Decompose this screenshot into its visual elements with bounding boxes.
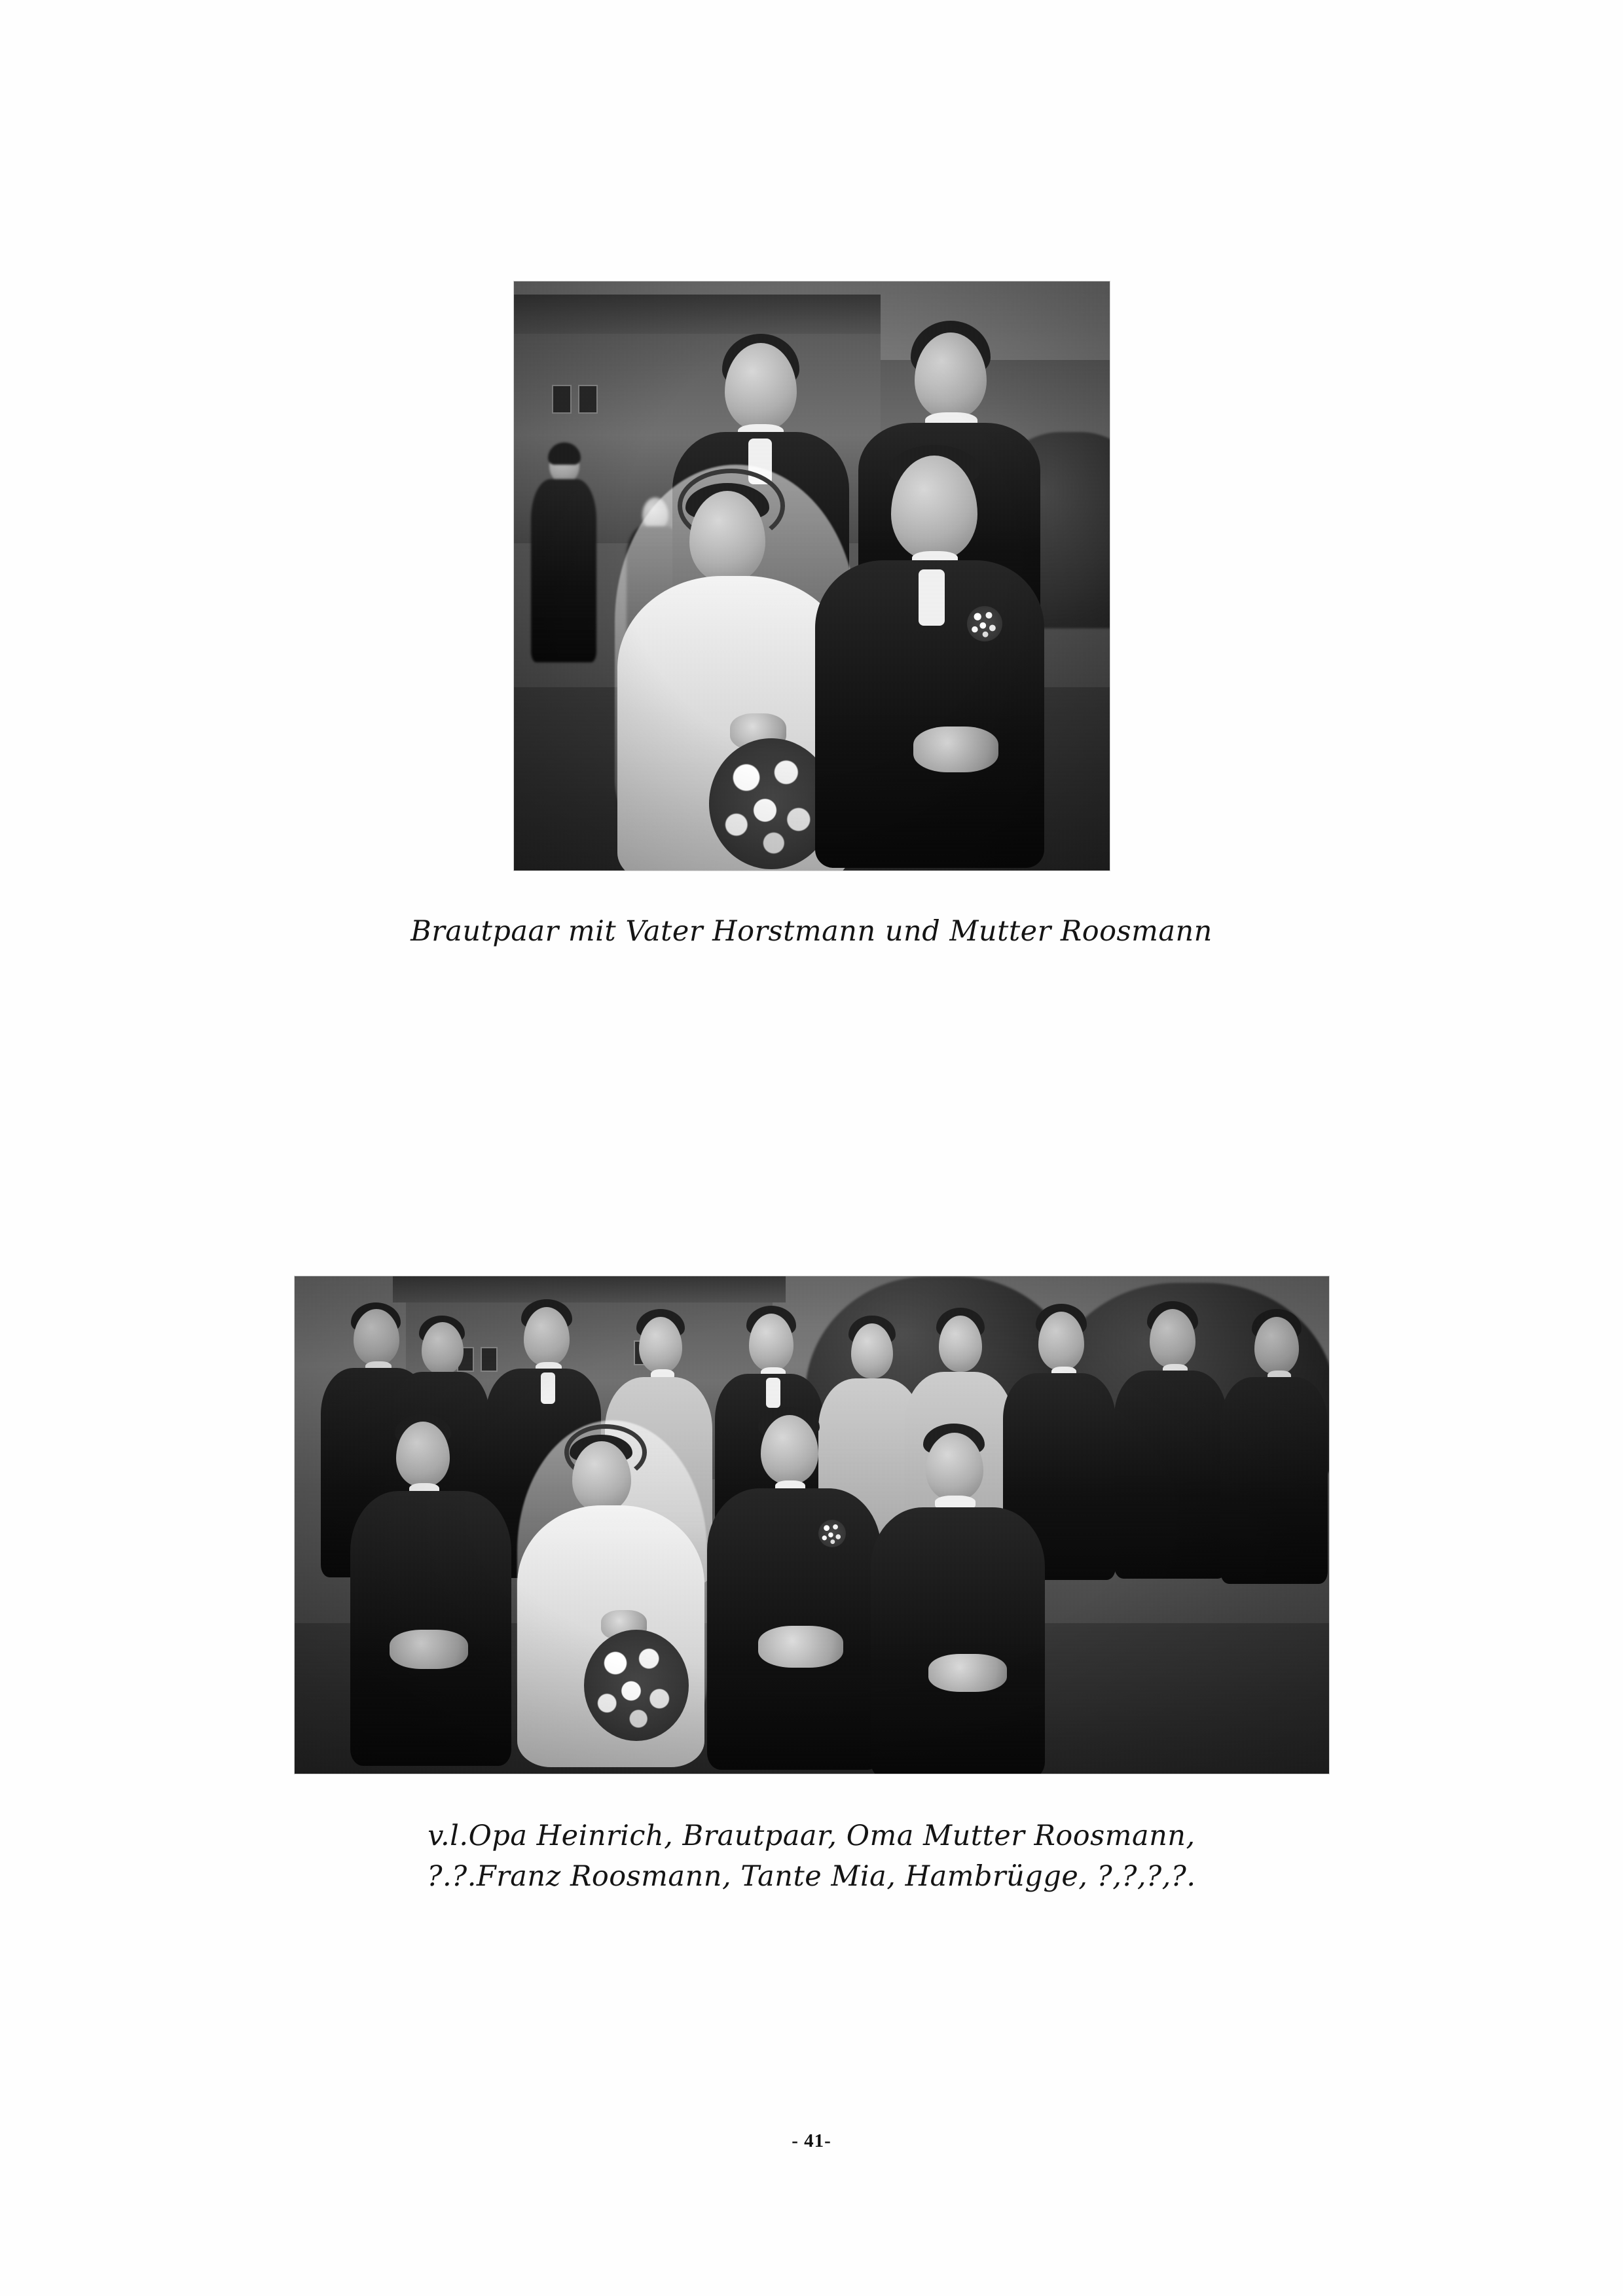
figure-group-photo — [0, 1276, 1623, 1897]
photograph-wedding-group — [295, 1276, 1329, 1774]
figure-bridal-couple — [0, 281, 1623, 952]
person-franz-roosmann — [707, 1407, 884, 1774]
figure-2-caption — [427, 1816, 1195, 1897]
person-opa-heinrich — [350, 1414, 514, 1774]
buttonhole-flower — [967, 606, 1002, 641]
photograph-bridal-couple — [514, 281, 1110, 870]
person-back-row — [1113, 1301, 1228, 1579]
person-bride — [504, 1414, 720, 1774]
figure-1-caption — [410, 911, 1213, 952]
person-oma-mutter-roosmann — [871, 1424, 1048, 1774]
person-back-row — [1218, 1309, 1329, 1584]
house-window — [579, 386, 596, 412]
caption-line: Brautpaar mit Vater Horstmann und Mutter Roosmann — [410, 915, 1213, 948]
caption-line: ?.?.Franz Roosmann, Tante Mia, Hambrügge, ?,?,?,?. — [427, 1860, 1196, 1893]
shirt-front — [541, 1372, 555, 1404]
house-window — [553, 386, 570, 412]
bridal-bouquet — [584, 1630, 689, 1741]
person-groom — [815, 445, 1051, 870]
shirt-front — [766, 1378, 780, 1408]
caption-line: v.l.Opa Heinrich, Brautpaar, Oma Mutter Roosmann, — [428, 1820, 1195, 1852]
house-roof — [514, 295, 881, 334]
background-person — [527, 445, 599, 661]
shirt-front — [919, 569, 945, 626]
buttonhole-flower — [818, 1520, 846, 1547]
house-roof — [393, 1276, 786, 1302]
page-number: - 41- — [792, 2130, 831, 2151]
